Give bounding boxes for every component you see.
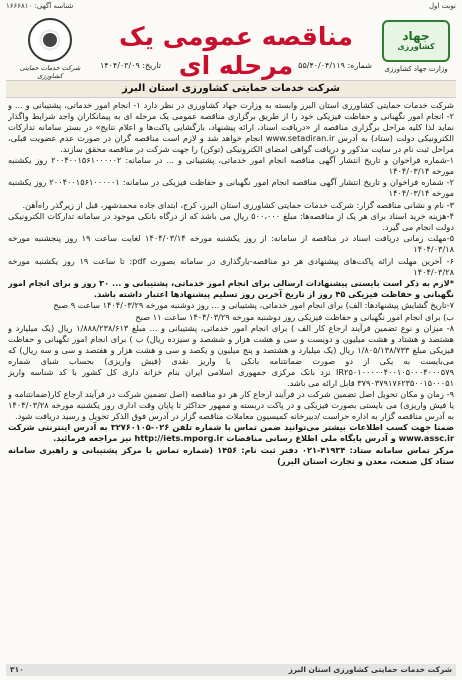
jihad-keshavarzi-icon: جهاد کشاورزی [382,20,450,62]
notice-meta [100,61,372,70]
item-2: ۲- شماره فراخوان و تاریخ انتشار آگهی مناقصه انجام امور نگهبانی و حفاظت فیزیکی در سامانه: ۲۰۰۴۰۰۱۵۶۱۰۰۰۰۰۱ روز یکشنبه مورخه ۱۴۰۴/۰۳/۱۴ [8,177,454,199]
item-4: ۴-هزینه خرید اسناد برای هر یک از مناقصه‌ها: مبلغ ۵۰۰،۰۰۰ ریال می باشد که از درگاه بانکی موجود در سامانه تدارکات الکترونیکی دولت انجام می گیرد. [8,211,454,232]
page-number: ۳۱۰ [10,665,24,674]
item-6: ۶- آخرین مهلت ارائه پاکت‌های پیشنهادی هر دو مناقصه-بارگذاری در سامانه بصورت pdf: تا ساعت ۱۹ روز یکشنبه مورخه ۱۴۰۴/۰۳/۲۸ [8,255,454,277]
round-label: نوبت اول [428,2,456,10]
item-7: ۷-تاریخ گشایش پیشنهادها: الف) برای انجام امور خدماتی، پشتیبانی و ... روز دوشنبه مورخه ۱۴۰۴/۰۳/۲۹ ساعت ۹ صبح [53,300,454,311]
support-paragraph: مرکز تماس سامانه ستاد: ۴۱۹۳۴-۰۲۱ دفتر ثبت نام: ۱۴۵۶ (شماره تماس با مرکز پشتیبانی و راهبری سامانه ستاد کل صنعت، معدن و تجارت استان البرز) [8,444,454,466]
notice-id: شناسه آگهی: ۱۶۶۶۸۱۰ [6,2,74,10]
item-9: ۹- زمان و مکان تحویل اصل تضمین شرکت در فرآیند ارجاع کار هر دو مناقصه (اصل تضمین شرکت در فرآیند ارجاع کار(ضمانتنامه و یا فیش واریزی) می بایستی بصورت فیزیکی و در پاکت دربسته و ممهور حداکثر تا پایان وقت اداری روز یکشنبه مورخه ۱۴۰۴/۰۳/۲۸ به آدرس مناقصه گزار به اداره حراست /دبیرخانه کمیسیون معاملات مناقصه گزار در آدرس فوق الذکر تحویل و رسید دریافت شود. [8,389,454,421]
ministry-logo [380,20,452,80]
item-5: ۵-مهلت زمانی دریافت اسناد در مناقصه از سامانه: از روز یکشنبه مورخه ۱۴۰۴/۰۳/۱۴ لغایت ساعت ۱۹ روز پنجشنبه مورخه ۱۴۰۴/۰۳/۱۸ [8,233,454,255]
item-7b: ب) برای انجام امور نگهبانی و حفاظت فیزیکی روز دوشنبه مورخه ۱۴۰۴/۰۳/۲۹ ساعت ۱۱ صبح [135,311,454,322]
page-title: مناقصه عمومی یک مرحله ای [119,22,353,80]
item-3: ۳- نام و نشانی مناقصه گزار: شرکت خدمات حمایتی کشاورزی استان البرز، کرج، ابتدای جاده محمدشهر، قبل از زیرگذر راه‌آهن. [22,199,454,210]
ministry-caption: وزارت جهاد کشاورزی [384,65,448,73]
notice-date: تاریخ: ۱۴۰۴/۰۳/۰۹ [100,61,161,70]
footer-bar [6,664,456,676]
top-strip [6,2,456,14]
footer-company: شرکت خدمات حمایتی کشاورزی استان البرز [288,665,452,674]
validity-note: *لازم به ذکر است بایستی پیشنهادات ارسالی برای انجام امور خدماتی، پشتیبانی و ... ۳۰ روز و برای انجام امور نگهبانی و حفاظت فیزیکی ۴۵ روز از تاریخ آخرین روز تسلیم پیشنهادها اعتبار داشته باشد. [8,278,454,299]
contact-paragraph: ضمنا جهت کسب اطلاعات بیشتر می‌توانید ضمن تماس با شماره تلفن ۰۲۶-۳۲۷۶۰۱۰۵ به آدرس اینترنتی شرکت www.assc.ir و آدرس پایگاه ملی اطلاع رسانی مناقصات http://iets.mporg.ir نیز مراجعه فرمائید. [8,422,454,444]
item-1: ۱-شماره فراخوان و تاریخ انتشار آگهی مناقصه انجام امور خدماتی، پشتیبانی و ... در سامانه: ۲۰۰۴۰۰۱۵۶۱۰۰۰۰۰۲ روز یکشنبه مورخه ۱۴۰۴/۰۳/۱۴ [8,155,454,176]
company-seal-icon [28,18,72,62]
company-title: شرکت خدمات حمایتی کشاورزی استان البرز [6,80,456,98]
notice-number: شماره: ۵۵/۴۰/۰۴/۱۱۹ [298,61,372,70]
notice-body [8,100,454,660]
intro-paragraph: شرکت خدمات حمایتی کشاورزی استان البرز وابسته به وزارت جهاد کشاورزی در نظر دارد ۱- انجام امور خدماتی، پشتیبانی و ... و ۲- انجام امور نگهبانی و حفاظت فیزیکی خود را از طریق برگزاری مناقصه عمومی یک مرحله ای به پیمانکاران واجد شرایط واگذار نماید لذا کلیه مراحل برگزاری مناقصه از «دریافت اسناد، ارائه پیشنهاد، بازگشایی پاکت‌ها و اعلام نتایج» در بستر سامانه تدارکات الکترونیکی دولت (ستاد) به آدرس www.setadiran.ir انجام خواهد شد و لازم است مناقصه گران در صورت عدم عضویت قبلی، مراحل ثبت نام در سایت مذکور و دریافت گواهی امضای الکترونیکی (توکن) را جهت شرکت در مناقصه محقق سازند. [8,100,454,154]
company-logo [8,18,92,80]
header [4,14,458,80]
company-logo-caption: شرکت خدمات حمایتی کشاورزی [19,64,81,80]
item-8: ۸- میزان و نوع تضمین فرآیند ارجاع کار الف ) برای انجام امور خدماتی، پشتیبانی و ... مبلغ ۱/۸۸۸/۲۳۸/۶۱۳ ریال (یک میلیارد و هشتصد و هشتاد و هشت میلیون و دویست و سی و هشت هزار و ششصد و سیزده ریال) ب ) برای انجام امور نگهبانی و حفاظت فیزیکی مبلغ ۱/۸۰۵/۱۳۸/۷۳۳ ریال (یک میلیارد و هشتصد و پنج میلیون و یکصد و سی و هشت هزار و هفتصد و سی و سه ریال) که می‌بایست به یکی از دو صورت ضمانتنامه بانکی یا واریز نقدی (فیش واریزی) بحساب شبای شماره IR۲۵۰۱۰۰۰۰۰۴۰۰۱۰۵۰۰۰۴۰۰۰۵۷۹ نزد بانک مرکزی جمهوری اسلامی ایران بنام خزانه داری کل کشور با کد شناسه واریز ۳۷۹۰۳۷۹۱۷۶۲۳۵۰۰۱۵۰۰۰۵۱ قابل ارائه می باشد. [8,323,454,388]
